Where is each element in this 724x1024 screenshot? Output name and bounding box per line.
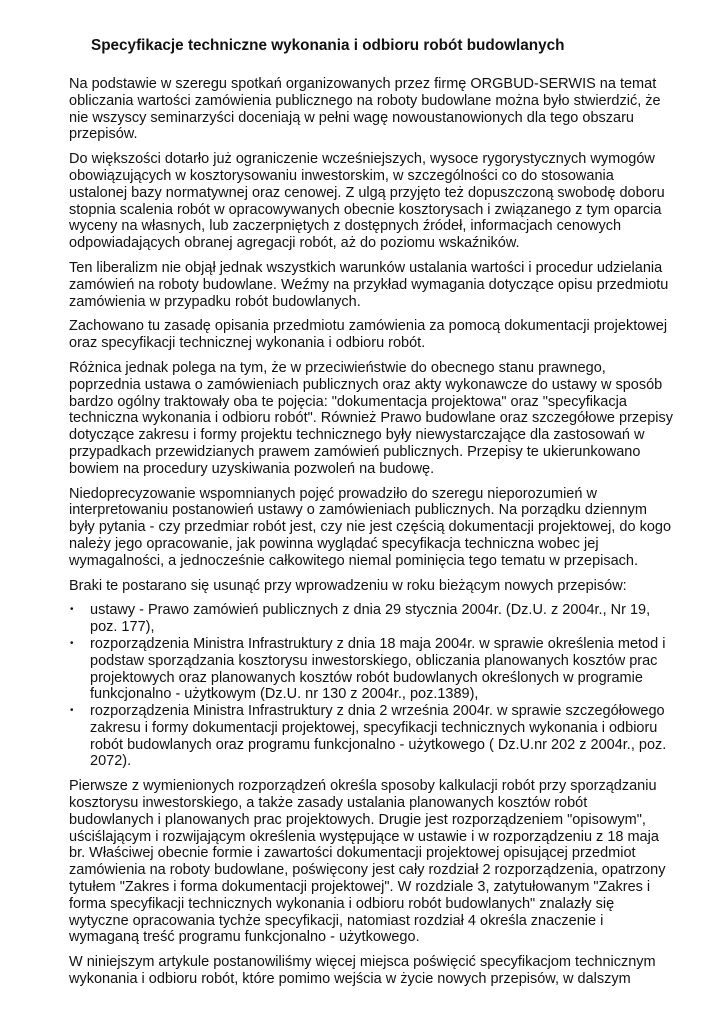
list-item — [70, 703, 673, 770]
list-item-text: ustawy - Prawo zamówień publicznych z dnia 29 stycznia 2004r. (Dz.U. z 2004r., Nr 19, poz. 177), — [90, 602, 651, 636]
regulations-list — [69, 602, 673, 770]
paragraph-intro: Na podstawie w szeregu spotkań organizowanych przez firmę ORGBUD-SERWIS na temat obliczania wartości zamówienia publicznego na roboty budowlane można było stwierdzić, że nie wszyscy seminarzyści doceniają w pełni wagę nowoustanowionych dla tego obszaru przepisów. — [69, 76, 661, 143]
list-item-text: rozporządzenia Ministra Infrastruktury z dnia 2 września 2004r. w sprawie szczegółowego zakresu i formy dokumentacji projektowej, specyfikacji technicznych wykonania i odbioru robót budowlanych oraz programu funkcjonalno - użytkowego ( Dz.U.nr 202 z 2004r., poz. 2072). — [90, 703, 667, 770]
list-item — [70, 635, 673, 703]
bullet-icon: • — [70, 705, 74, 717]
bullet-icon: • — [70, 637, 74, 649]
paragraph-difference: Różnica jednak polega na tym, że w przeciwieństwie do obecnego stanu prawnego, poprzednia ustawa o zamówieniach publicznych oraz akty wykonawcze do ustawy w sposób bardzo ogólny traktowały oba te pojęcia: "dokumentacja projektowa" oraz "specyfikacja techniczna wykonania i odbioru robót". Również Prawo budowlane oraz szczegółowe przepisy dotyczące zakresu i formy projektu technicznego były niewystarczające dla zastosowań w przypadkach przewidzianych prawem zamówień publicznych. Przepisy te ukierunkowano bowiem na procedury uzyskiwania pozwoleń na budowę. — [69, 359, 674, 477]
document-page — [69, 36, 673, 996]
paragraph-restrictions: Do większości dotarło już ograniczenie wcześniejszych, wysoce rygorystycznych wymogów obowiązujących w kosztorysowaniu inwestorskim, w szczególności co do stosowania ustalonej bazy normatywnej oraz cenowej. Z ulgą przyjęto też dopuszczoną swobodę doboru stopnia scalenia robót w opracowywanych obecnie kosztorysach i związanego z tym oparcia wyceny na własnych, lub zaczerpniętych z dostępnych źródeł, informacjach cenowych odpowiadających obranej agregacji robót, aż do poziomu wskaźników. — [69, 151, 665, 252]
list-item-text: rozporządzenia Ministra Infrastruktury z dnia 18 maja 2004r. w sprawie określenia metod i podstaw sporządzania kosztorysu inwestorskiego, obliczania planowanych kosztów prac projektowych oraz planowanych kosztów robót budowlanych określonych w programie funkcjonalno - użytkowym (Dz.U. nr 130 z 2004r., poz.1389), — [90, 635, 666, 703]
paragraph-description-rule: Zachowano tu zasadę opisania przedmiotu zamówienia za pomocą dokumentacji projektowej oraz specyfikacji technicznej wykonania i odbioru robót. — [69, 318, 668, 352]
paragraph-imprecision: Niedoprecyzowanie wspomnianych pojęć prowadziło do szeregu nieporozumień w interpretowaniu postanowień ustawy o zamówieniach publicznych. Na porządku dziennym były pytania - czy przedmiar robót jest, czy nie jest częścią dokumentacji projektowej, do kogo należy jego opracowanie, jak powinna wyglądać specyfikacja techniczna wobec jej wymagalności, a jednocześnie całkowitego niemal pominięcia tego tematu w przepisach. — [69, 485, 672, 569]
paragraph-new-regulations-intro: Braki te postarano się usunąć przy wprowadzeniu w roku bieżącym nowych przepisów: — [69, 577, 627, 594]
list-item — [70, 602, 673, 636]
bullet-icon: • — [70, 604, 74, 616]
paragraph-regulations-summary: Pierwsze z wymienionych rozporządzeń określa sposoby kalkulacji robót przy sporządzaniu kosztorysu inwestorskiego, a także zasady ustalania planowanych kosztów robót budowlanych i planowanych prac projektowych. Drugie jest rozporządzeniem "opisowym", uściślającym i rozwijającym określenia występujące w ustawie i w rozporządzeniu z 18 maja br. Właściwej obecnie formie i zawartości dokumentacji projektowej opisującej przedmiot zamówienia na roboty budowlane, poświęcony jest cały rozdział 2 rozporządzenia, opatrzony tytułem "Zakres i forma dokumentacji projektowej". W rozdziale 3, zatytułowanym "Zakres i forma specyfikacji technicznych wykonania i odbioru robót budowlanych" znalazły się wytyczne opracowania tychże specyfikacji, natomiast rozdział 4 określa znaczenie i wymaganą treść programu funkcjonalno - użytkowego. — [69, 778, 666, 946]
document-title: Specyfikacje techniczne wykonania i odbioru robót budowlanych — [91, 37, 565, 54]
paragraph-liberalism: Ten liberalizm nie objął jednak wszystkich warunków ustalania wartości i procedur udzielania zamówień na roboty budowlane. Weźmy na przykład wymagania dotyczące opisu przedmiotu zamówienia w przypadku robót budowlanych. — [69, 259, 669, 310]
paragraph-article-scope: W niniejszym artykule postanowiliśmy więcej miejsca poświęcić specyfikacjom technicznym wykonania i odbioru robót, które pomimo wejścia w życie nowych przepisów, w dalszym — [69, 954, 656, 988]
